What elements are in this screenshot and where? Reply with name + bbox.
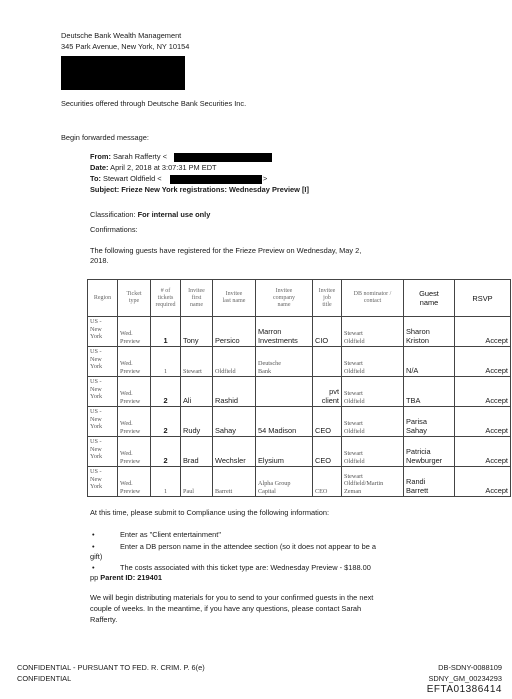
header-company: Invitee company name — [256, 280, 313, 317]
cell-first-name: Tony — [181, 317, 213, 347]
cell-tickets: 1 — [151, 347, 181, 377]
cell-first-name: Paul — [181, 467, 213, 497]
bullet-2-continuation: gift) — [90, 552, 103, 561]
cell-region: US - New York — [88, 407, 118, 437]
footer-confidential-2: CONFIDENTIAL — [17, 674, 72, 683]
cell-last-name: Oldfield — [213, 347, 256, 377]
cell-ticket-type: Wed. Preview — [118, 407, 151, 437]
bank-name: Deutsche Bank Wealth Management — [61, 31, 182, 40]
cell-first-name: Stewart — [181, 347, 213, 377]
from-value: Sarah Rafferty < — [113, 152, 167, 161]
header-guest-name: Guest name — [404, 280, 455, 317]
confirmations-label: Confirmations: — [90, 225, 138, 234]
cell-guest-name: N/A — [404, 347, 455, 377]
cell-ticket-type: Wed. Preview — [118, 467, 151, 497]
intro-line-2: 2018. — [90, 256, 109, 265]
bullet-icon: • — [92, 530, 95, 539]
bullet-icon: • — [92, 542, 95, 551]
cell-company: Elysium — [256, 437, 313, 467]
cell-last-name: Wechsler — [213, 437, 256, 467]
redaction-block — [61, 56, 185, 90]
classification-label: Classification: — [90, 210, 136, 219]
cell-region: US - New York — [88, 467, 118, 497]
cell-guest-name: TBA — [404, 377, 455, 407]
cell-last-name: Sahay — [213, 407, 256, 437]
header-nominator: DB nominator / contact — [342, 280, 404, 317]
table-row — [88, 377, 511, 407]
cell-nominator: Stewart Oldfield — [342, 437, 404, 467]
cell-company: Deutsche Bank — [256, 347, 313, 377]
cell-guest-name: Randi Barrett — [404, 467, 455, 497]
from-label: From: — [90, 152, 111, 161]
subject-label: Subject: — [90, 185, 120, 194]
cell-guest-name: Patricia Newburger — [404, 437, 455, 467]
header-ticket-type: Ticket type — [118, 280, 151, 317]
footer-efta-number: EFTA01386414 — [426, 684, 502, 695]
table-row — [88, 467, 511, 497]
bullet-3-continuation — [90, 573, 162, 582]
bullet-icon: • — [92, 563, 95, 572]
to-close: > — [263, 174, 268, 183]
table-row — [88, 437, 511, 467]
classification — [90, 210, 210, 219]
to-value: Stewart Oldfield < — [103, 174, 162, 183]
parent-id-value: 219401 — [137, 573, 162, 582]
cell-rsvp: Accept — [455, 377, 511, 407]
redaction-email-to — [170, 175, 262, 184]
bullet-2-text: Enter a DB person name in the attendee section (so it does not appear to be a — [120, 542, 376, 551]
pp-label: pp — [90, 573, 99, 582]
cell-company: 54 Madison — [256, 407, 313, 437]
redaction-email-from — [174, 153, 272, 162]
cell-ticket-type: Wed. Preview — [118, 347, 151, 377]
cell-nominator: Stewart Oldfield — [342, 377, 404, 407]
cell-first-name: Rudy — [181, 407, 213, 437]
cell-rsvp: Accept — [455, 437, 511, 467]
cell-nominator: Stewart Oldfield/Martin Zeman — [342, 467, 404, 497]
closing-line-3: Rafferty. — [90, 615, 118, 624]
header-rsvp: RSVP — [455, 280, 511, 317]
parent-id-label: Parent ID: — [100, 573, 136, 582]
footer-bates-1: DB-SDNY-0088109 — [438, 663, 502, 672]
header-job-title: Invitee job title — [313, 280, 342, 317]
cell-job-title: CEO — [313, 467, 342, 497]
cell-rsvp: Accept — [455, 317, 511, 347]
header-last-name: Invitee last name — [213, 280, 256, 317]
cell-rsvp: Accept — [455, 407, 511, 437]
cell-region: US - New York — [88, 317, 118, 347]
bullet-1-text: Enter as "Client entertainment" — [120, 530, 221, 539]
cell-rsvp: Accept — [455, 467, 511, 497]
cell-company — [256, 377, 313, 407]
classification-value: For internal use only — [137, 210, 211, 219]
cell-job-title: CEO — [313, 437, 342, 467]
cell-region: US - New York — [88, 377, 118, 407]
header-region: Region — [88, 280, 118, 317]
closing-line-1: We will begin distributing materials for you to send to your confirmed guests in the next — [90, 593, 374, 602]
subject-value: Frieze New York registrations: Wednesday Preview [I] — [121, 185, 309, 194]
cell-nominator: Stewart Oldfield — [342, 347, 404, 377]
date-value: April 2, 2018 at 3:07:31 PM EDT — [110, 163, 217, 172]
table-header-row — [88, 280, 511, 317]
cell-rsvp: Accept — [455, 347, 511, 377]
cell-first-name: Brad — [181, 437, 213, 467]
email-to — [90, 174, 162, 183]
cell-guest-name: Sharon Kriston — [404, 317, 455, 347]
cell-region: US - New York — [88, 347, 118, 377]
cell-nominator: Stewart Oldfield — [342, 317, 404, 347]
header-first-name: Invitee first name — [181, 280, 213, 317]
cell-tickets: 2 — [151, 437, 181, 467]
cell-guest-name: Parisa Sahay — [404, 407, 455, 437]
cell-job-title: CIO — [313, 317, 342, 347]
registration-table — [87, 279, 511, 497]
date-label: Date: — [90, 163, 109, 172]
header-tickets: # of tickets required — [151, 280, 181, 317]
bullet-3-text: The costs associated with this ticket type are: Wednesday Preview - $188.00 — [120, 563, 371, 572]
compliance-intro: At this time, please submit to Compliance using the following information: — [90, 508, 330, 517]
to-label: To: — [90, 174, 101, 183]
cell-ticket-type: Wed. Preview — [118, 377, 151, 407]
cell-nominator: Stewart Oldfield — [342, 407, 404, 437]
cell-last-name: Rashid — [213, 377, 256, 407]
cell-last-name: Barrett — [213, 467, 256, 497]
table-row — [88, 317, 511, 347]
forward-label: Begin forwarded message: — [61, 133, 149, 142]
table-row — [88, 347, 511, 377]
footer-confidential-1: CONFIDENTIAL - PURSUANT TO FED. R. CRIM. P. 6(e) — [17, 663, 205, 672]
email-from — [90, 152, 167, 161]
email-date — [90, 163, 217, 172]
cell-tickets: 1 — [151, 317, 181, 347]
cell-company: Marron Investments — [256, 317, 313, 347]
cell-ticket-type: Wed. Preview — [118, 437, 151, 467]
closing-line-2: couple of weeks. In the meantime, if you have any questions, please contact Sarah — [90, 604, 362, 613]
cell-tickets: 2 — [151, 407, 181, 437]
cell-ticket-type: Wed. Preview — [118, 317, 151, 347]
table-row — [88, 407, 511, 437]
cell-job-title: CEO — [313, 407, 342, 437]
footer-bates-2: SDNY_GM_00234293 — [428, 674, 502, 683]
email-subject — [90, 185, 309, 194]
intro-line-1: The following guests have registered for the Frieze Preview on Wednesday, May 2, — [90, 246, 362, 255]
bank-address: 345 Park Avenue, New York, NY 10154 — [61, 42, 190, 51]
cell-job-title — [313, 347, 342, 377]
cell-job-title: pvt client — [313, 377, 342, 407]
cell-tickets: 2 — [151, 377, 181, 407]
cell-tickets: 1 — [151, 467, 181, 497]
cell-company: Alpha Group Capital — [256, 467, 313, 497]
cell-last-name: Persico — [213, 317, 256, 347]
securities-note: Securities offered through Deutsche Bank Securities Inc. — [61, 99, 247, 108]
cell-region: US - New York — [88, 437, 118, 467]
cell-first-name: Ali — [181, 377, 213, 407]
